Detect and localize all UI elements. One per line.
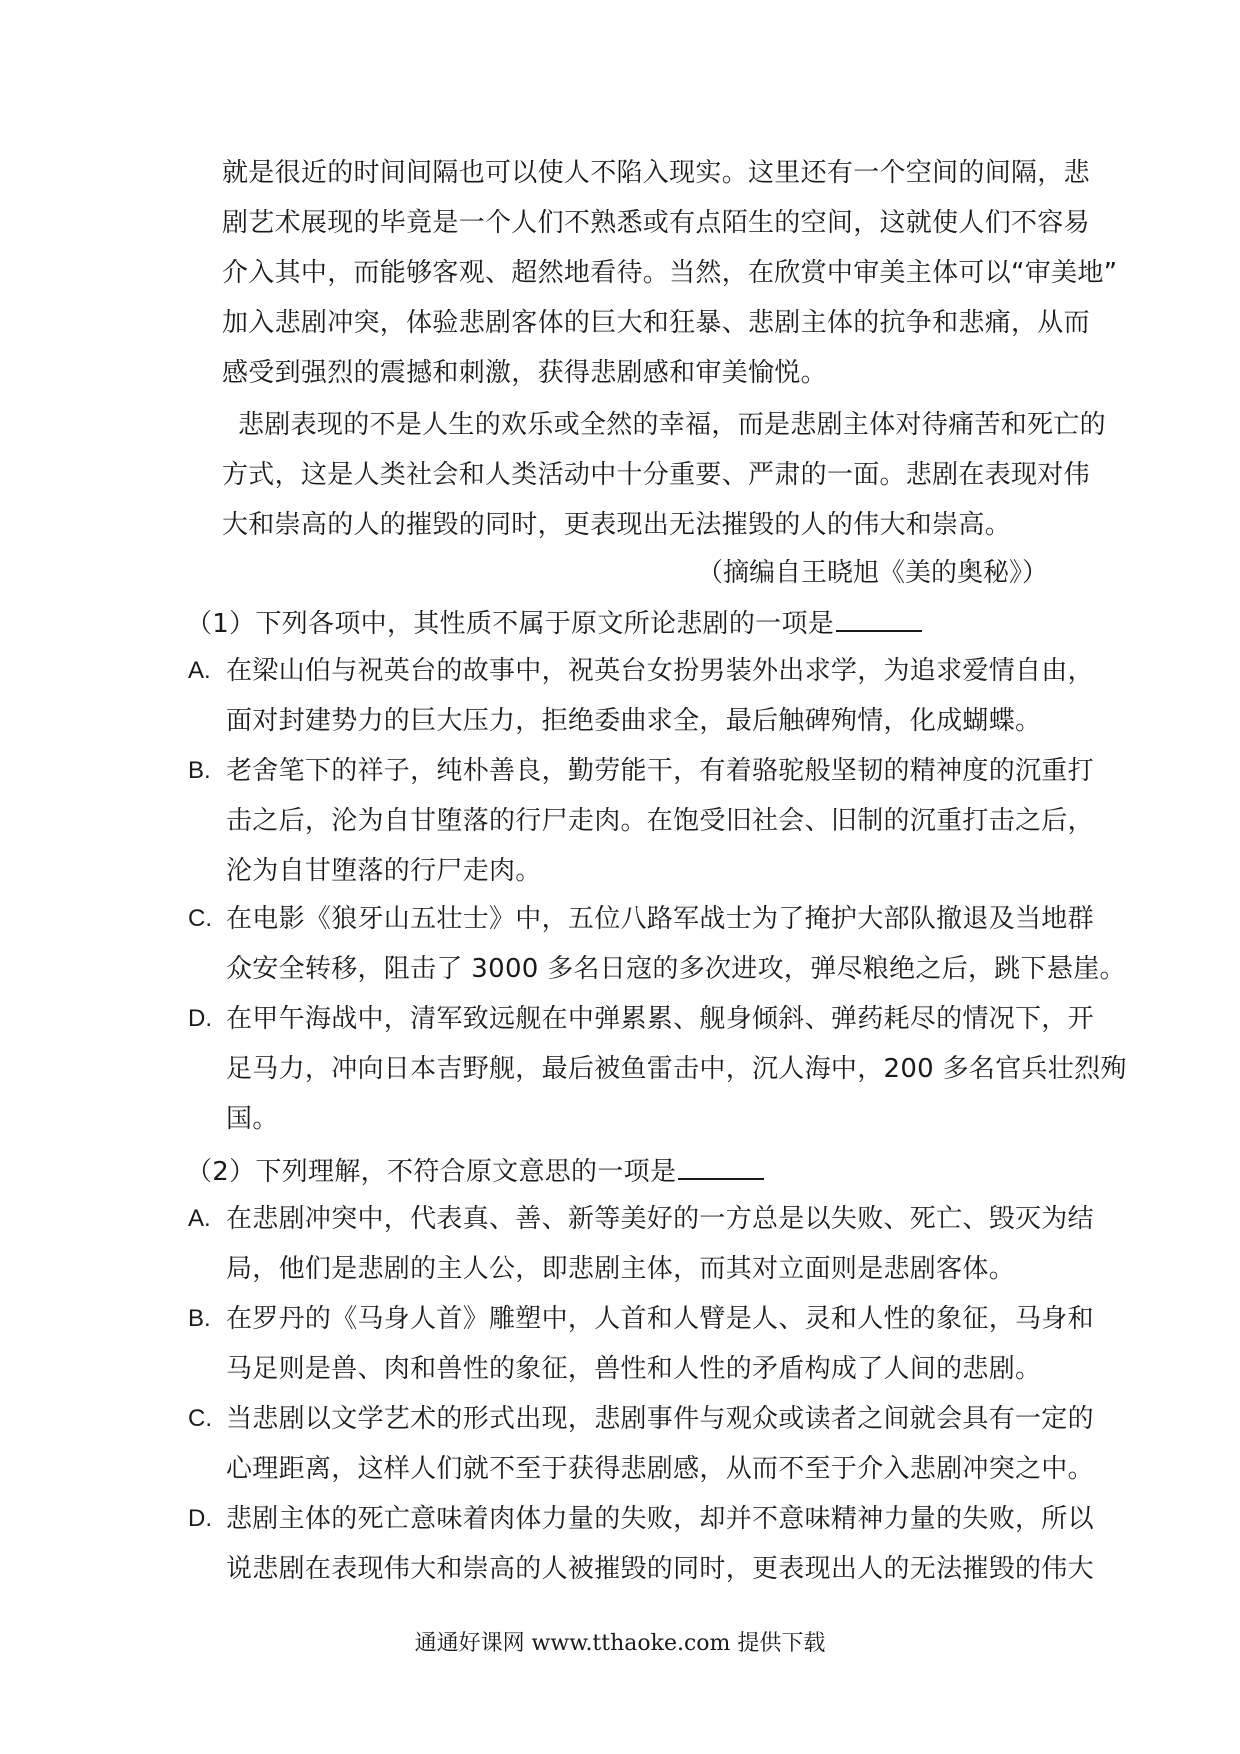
answer-blank	[678, 1152, 764, 1180]
option-letter: B.	[188, 757, 211, 784]
option-line: 马足则是兽、肉和兽性的象征，兽性和人性的矛盾构成了人间的悲剧。	[226, 1354, 1042, 1384]
passage-line: 就是很近的时间间隔也可以使人不陷入现实。这里还有一个空间的间隔，悲	[222, 158, 1090, 188]
option-line: 面对封建势力的巨大压力，拒绝委曲求全，最后触碑殉情，化成蝴蝶。	[226, 706, 1042, 736]
question-1-text: （1）下列各项中，其性质不属于原文所论悲剧的一项是	[186, 609, 835, 639]
option-line: 说悲剧在表现伟大和崇高的人被摧毁的同时，更表现出人的无法摧毁的伟大	[226, 1554, 1094, 1584]
passage-line: 悲剧表现的不是人生的欢乐或全然的幸福，而是悲剧主体对待痛苦和死亡的	[238, 410, 1106, 440]
option-line: 老舍笔下的祥子，纯朴善良，勤劳能干，有着骆驼般坚韧的精神度的沉重打	[226, 756, 1094, 786]
option-letter: D.	[188, 1505, 212, 1532]
question-2-text: （2）下列理解，不符合原文意思的一项是	[186, 1157, 677, 1187]
option-line: 当悲剧以文学艺术的形式出现，悲剧事件与观众或读者之间就会具有一定的	[226, 1404, 1094, 1434]
page-footer: 通通好课网 www.tthaoke.com 提供下载	[414, 1631, 826, 1656]
option-line: 足马力，冲向日本吉野舰，最后被鱼雷击中，沉人海中，200 多名官兵壮烈殉	[226, 1054, 1127, 1084]
passage-line: 介入其中，而能够客观、超然地看待。当然，在欣赏中审美主体可以“审美地”	[222, 258, 1118, 288]
passage-line: 感受到强烈的震撼和刺激，获得悲剧感和审美愉悦。	[222, 358, 827, 388]
option-line: 在罗丹的《马身人首》雕塑中，人首和人臂是人、灵和人性的象征，马身和	[226, 1304, 1094, 1334]
option-letter: C.	[188, 1405, 212, 1432]
question-1-stem	[186, 604, 922, 641]
option-line: 在梁山伯与祝英台的故事中，祝英台女扮男装外出求学，为追求爱情自由，	[226, 656, 1094, 686]
option-letter: D.	[188, 1005, 212, 1032]
option-letter: A.	[188, 1205, 211, 1232]
option-letter: B.	[188, 1305, 211, 1332]
option-line: 众安全转移，阻击了 3000 多名日寇的多次进攻，弹尽粮绝之后，跳下悬崖。	[226, 954, 1126, 984]
option-line: 在电影《狼牙山五壮士》中，五位八路军战士为了掩护大部队撤退及当地群	[226, 904, 1094, 934]
option-line: 在悲剧冲突中，代表真、善、新等美好的一方总是以失败、死亡、毁灭为结	[226, 1204, 1094, 1234]
option-letter: C.	[188, 905, 212, 932]
option-line: 在甲午海战中，清军致远舰在中弹累累、舰身倾斜、弹药耗尽的情况下，开	[226, 1004, 1094, 1034]
answer-blank	[836, 604, 922, 632]
option-line: 国。	[226, 1104, 279, 1134]
option-line: 悲剧主体的死亡意味着肉体力量的失败，却并不意味精神力量的失败，所以	[226, 1504, 1094, 1534]
option-line: 击之后，沦为自甘堕落的行尸走肉。在饱受旧社会、旧制的沉重打击之后，	[226, 806, 1094, 836]
passage-line: 加入悲剧冲突，体验悲剧客体的巨大和狂暴、悲剧主体的抗争和悲痛，从而	[222, 308, 1090, 338]
option-line: 沦为自甘堕落的行尸走肉。	[226, 856, 542, 886]
passage-line: 大和崇高的人的摧毁的同时，更表现出无法摧毁的人的伟大和崇高。	[222, 510, 1012, 540]
passage-line: 方式，这是人类社会和人类活动中十分重要、严肃的一面。悲剧在表现对伟	[222, 460, 1090, 490]
option-line: 局，他们是悲剧的主人公，即悲剧主体，而其对立面则是悲剧客体。	[226, 1254, 1016, 1284]
option-letter: A.	[188, 657, 211, 684]
passage-source: （摘编自王晓旭《美的奥秘》）	[696, 558, 1048, 588]
passage-line: 剧艺术展现的毕竟是一个人们不熟悉或有点陌生的空间，这就使人们不容易	[222, 208, 1090, 238]
question-2-stem	[186, 1152, 764, 1189]
option-line: 心理距离，这样人们就不至于获得悲剧感，从而不至于介入悲剧冲突之中。	[226, 1454, 1094, 1484]
